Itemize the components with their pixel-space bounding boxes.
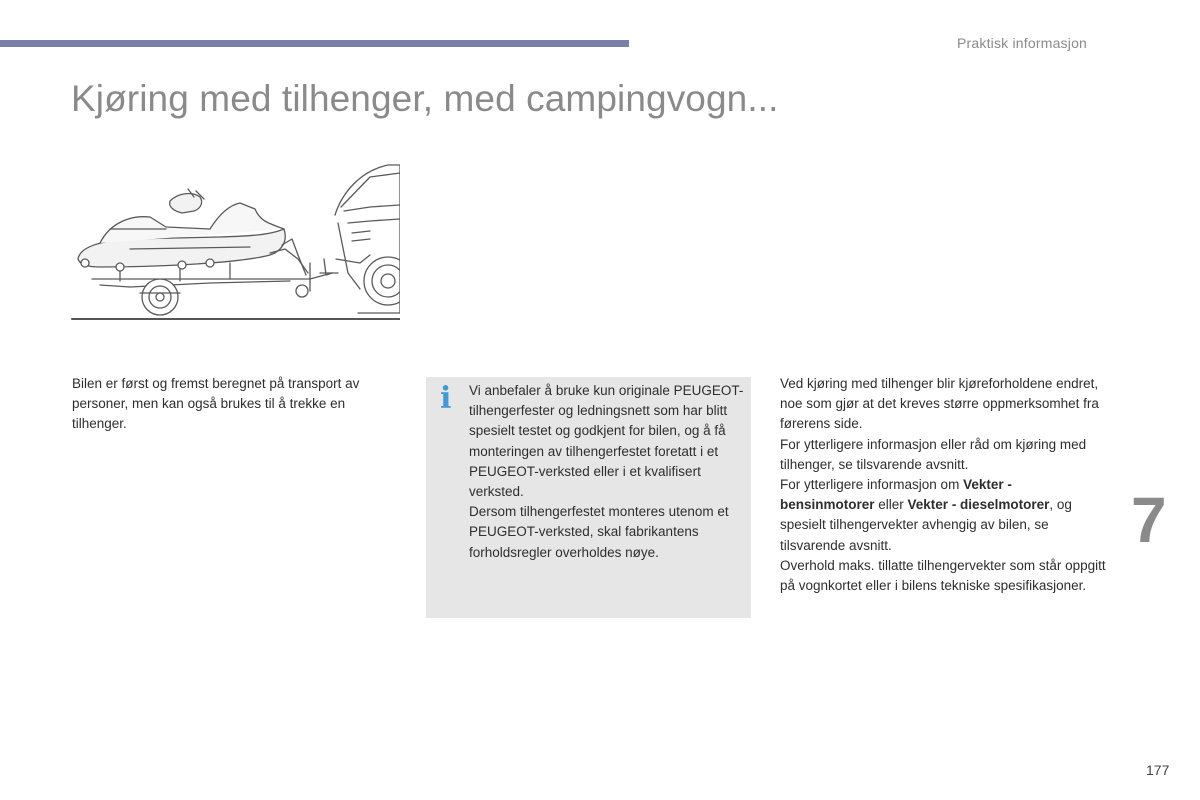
trailer-jetski-illustration <box>70 163 400 325</box>
page-number: 177 <box>1146 762 1170 778</box>
intro-column <box>72 374 392 435</box>
info-box <box>426 377 751 618</box>
right-paragraph-1: Ved kjøring med tilhenger blir kjøreforholdene endret, noe som gjør at det kreves større oppmerksomhet fra førerens side. <box>780 376 1099 432</box>
right-paragraph-4: Overhold maks. tillatte tilhengervekter som står oppgitt på vognkortet eller i bilens tekniske spesifikasjoner. <box>780 557 1106 594</box>
right-paragraph-3-post: , og spesielt tilhengervekter avhengig av bilen, se tilsvarende avsnitt. <box>780 497 1072 553</box>
right-paragraph-3 <box>780 475 1110 556</box>
car-rear <box>335 165 400 313</box>
intro-paragraph: Bilen er først og fremst beregnet på transport av personer, men kan også brukes til å trekke en tilhenger. <box>72 376 360 432</box>
info-icon: i <box>440 381 452 416</box>
info-paragraph-1: Vi anbefaler å bruke kun originale PEUGEOT-tilhengerfester og ledningsnett som har blitt spesielt testet og godkjent for bilen, og å få monteringen av tilhengerfestet foretatt i et PEUGEOT-verksted eller i et kvalifisert verksted. <box>469 383 744 500</box>
header-accent-bar <box>0 40 629 47</box>
chapter-number: 7 <box>1131 484 1167 556</box>
info-text <box>469 381 744 563</box>
right-paragraph-2: For ytterligere informasjon eller råd om kjøring med tilhenger, se tilsvarende avsnitt. <box>780 436 1087 472</box>
jetski <box>78 189 285 267</box>
right-paragraph-3-mid: eller <box>874 497 908 513</box>
link-vekter-dieselmotorer: Vekter - dieselmotorer <box>907 497 1050 513</box>
right-paragraph-3-pre: For ytterligere informasjon om <box>780 477 964 493</box>
right-column <box>780 374 1110 596</box>
info-paragraph-2: Dersom tilhengerfestet monteres utenom et PEUGEOT-verksted, skal fabrikantens forholdsregler overholdes nøye. <box>469 504 729 560</box>
page-title: Kjøring med tilhenger, med campingvogn... <box>71 78 779 119</box>
link-vekter-bensinmotorer: Vekter - bensinmotorer <box>780 477 1012 513</box>
section-header: Praktisk informasjon <box>957 35 1088 51</box>
